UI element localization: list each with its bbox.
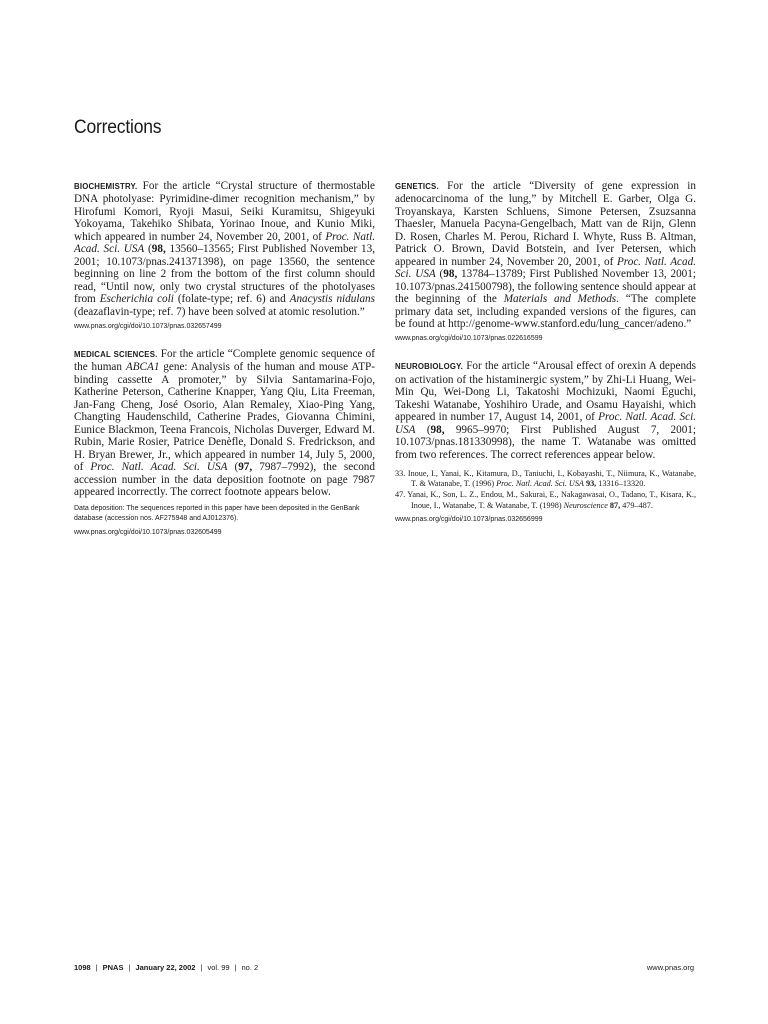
- text-run: (deazaflavin-type; ref. 7) have been solved at atomic resolution.”: [74, 305, 365, 318]
- issue-date: January 22, 2002: [135, 963, 196, 972]
- volume-number: 98,: [443, 268, 458, 281]
- volume-number: 98,: [430, 423, 445, 436]
- text-run: 9965–9970; First Published August 7, 2001; 10.1073/pnas.181330998), the name T. Watanabe was omitted from two references. The correct references appear below.: [395, 423, 696, 461]
- section-label: GENETICS.: [395, 182, 439, 191]
- issue-number: no. 2: [241, 963, 259, 972]
- section-reference: Materials and Methods: [503, 293, 617, 306]
- right-column: [395, 180, 696, 541]
- doi-link[interactable]: www.pnas.org/cgi/doi/10.1073/pnas.022616599: [395, 335, 543, 343]
- journal-name: Proc. Natl. Acad. Sci. USA: [496, 479, 584, 489]
- neurobiology-correction: [395, 360, 696, 524]
- doi-link[interactable]: www.pnas.org/cgi/doi/10.1073/pnas.032657499: [74, 322, 222, 330]
- text-run: For the article “Complete genomic sequence of the human: [74, 347, 375, 374]
- left-column: [74, 180, 375, 554]
- text-run: 7987–7992), the second accession number in the data deposition footnote on page 7987 appeared incorrectly. The correct footnote appears below.: [74, 461, 375, 498]
- doi-link[interactable]: www.pnas.org/cgi/doi/10.1073/pnas.032605499: [74, 529, 222, 537]
- journal-name: Neuroscience: [563, 500, 608, 510]
- text-run: (folate-type; ref. 6) and: [173, 293, 290, 306]
- section-label: NEUROBIOLOGY.: [395, 362, 464, 372]
- neurobiology-text: [395, 360, 696, 461]
- genetics-text: [395, 180, 696, 330]
- biochemistry-text: [74, 180, 375, 318]
- journal-name: Proc. Natl. Acad. Sci. USA: [90, 461, 228, 474]
- reference-text: 33. Inoue, I., Yanai, K., Kitamura, D., Taniuchi, I., Kobayashi, T., Niimura, K., Watanabe, T. & Watanabe, T. (1996): [395, 469, 696, 489]
- journal-abbrev: PNAS: [102, 963, 124, 972]
- text-run: For the article “Crystal structure of thermostable DNA photolyase: Pyrimidine-dimer recognition mechanism,” by Hirofumi Komori, Ryoji Masui, Seiki Kuramitsu, Shigeyuki Yokoyama, Takehiko Shibata, Yorinao Inoue, and Kunio Miki, which appeared in number 24, November 20, 2001, of: [74, 180, 375, 243]
- page-title: Corrections: [74, 117, 162, 138]
- text-run: (: [144, 243, 152, 256]
- gene-name: ABCA1: [125, 361, 160, 374]
- text-run: . “The complete primary data set, including expanded versions of the figures, can be found at http://genome-www.stanford.edu/lung_cancer/adeno.”: [395, 293, 696, 330]
- text-run: gene: Analysis of the human and mouse ATP-binding cassette A promoter,” by Silvia Santamarina-Fojo, Katherine Peterson, Catherine Knapper, Yang Qiu, Lita Freeman, Jan-Fang Cheng, José Osorio, Alan Remaley, Xiao-Ping Yang, Changting Haudenschild, Catherine Prades, Giovanna Chimini, Eunice Blackmon, Teena Francois, Nicholas Duverger, Edward M. Rubin, Marie Rosier, Patrice Denèfle, Donald S. Fredrickson, and H. Bryan Brewer, Jr., which appeared in number 14, July 5, 2000, of: [74, 361, 375, 474]
- page-number: 1098: [74, 963, 91, 972]
- section-label: MEDICAL SCIENCES.: [74, 349, 158, 359]
- species-name: Anacystis nidulans: [289, 293, 375, 306]
- volume-number: 93,: [583, 479, 597, 489]
- medical-sciences-correction: [74, 348, 375, 538]
- doi-link[interactable]: www.pnas.org/cgi/doi/10.1073/pnas.032656999: [395, 515, 543, 523]
- reference-item: [395, 469, 696, 489]
- section-label: BIOCHEMISTRY.: [74, 182, 138, 191]
- reference-text: 47. Yanai, K., Son, L. Z., Endou, M., Sakurai, E., Nakagawasai, O., Tadano, T., Kisara, K., Inoue, I., Watanabe, T. & Watanabe, T. (1998): [395, 490, 696, 510]
- footer-separator: |: [95, 963, 98, 972]
- reference-pages: 479–487.: [620, 500, 653, 510]
- journal-name: Proc. Natl. Acad. Sci. USA: [74, 230, 375, 256]
- reference-list: [395, 469, 696, 511]
- reference-pages: 13316–13320.: [596, 479, 646, 489]
- volume-label: vol. 99: [207, 963, 230, 972]
- footer-separator: |: [234, 963, 237, 972]
- text-run: (: [227, 461, 239, 474]
- biochemistry-correction: [74, 180, 375, 332]
- reference-item: [395, 490, 696, 510]
- volume-number: 87,: [607, 500, 621, 510]
- footer-separator: |: [200, 963, 203, 972]
- text-run: (: [415, 423, 431, 436]
- text-run: 13560–13565; First Published November 13, 2001; 10.1073/pnas.241371398), on page 13560, the sentence beginning on line 2 from the bottom of the first column should read, “Until now, only two crystal structures of the photolyases from: [74, 243, 375, 306]
- website-link[interactable]: www.pnas.org: [646, 963, 694, 972]
- volume-number: 98,: [151, 243, 166, 256]
- journal-name: Proc. Natl. Acad. Sci. USA: [395, 255, 696, 281]
- text-run: For the article “Arousal effect of orexin A depends on activation of the histaminergic system,” by Zhi-Li Huang, Wei-Min Qu, Wei-Dong Li, Takatoshi Mochizuki, Naomi Eguchi, Takeshi Watanabe, Yoshihiro Urade, and Osamu Hayaishi, which appeared in number 17, August 14, 2001, of: [395, 360, 696, 424]
- medical-sciences-text: [74, 348, 375, 498]
- text-run: For the article “Diversity of gene expression in adenocarcinoma of the lung,” by Mitchell E. Garber, Olga G. Troyanskaya, Karsten Schluens, Simone Petersen, Zsuzsanna Thaesler, Manuela Pacyna-Gengelbach, Matt van de Rijn, Glenn D. Rosen, Charles M. Perou, Richard I. Whyte, Russ B. Altman, Patrick O. Brown, David Botstein, and Iver Petersen, which appeared in number 24, November 20, 2001, of: [395, 180, 696, 268]
- footer-citation: [74, 963, 258, 972]
- data-deposition-note: Data deposition: The sequences reported in this paper have been deposited in the GenBank database (accession nos. AF275948 and AJ012376).: [74, 505, 360, 523]
- genetics-correction: [395, 180, 696, 344]
- text-run: (: [435, 268, 444, 281]
- text-run: 13784–13789; First Published November 13, 2001; 10.1073/pnas.241500798), the following sentence should appear at the beginning of the: [395, 268, 696, 306]
- volume-number: 97,: [238, 461, 253, 474]
- footer-separator: |: [128, 963, 131, 972]
- journal-name: Proc. Natl. Acad. Sci. USA: [395, 411, 696, 436]
- species-name: Escherichia coli: [99, 293, 174, 306]
